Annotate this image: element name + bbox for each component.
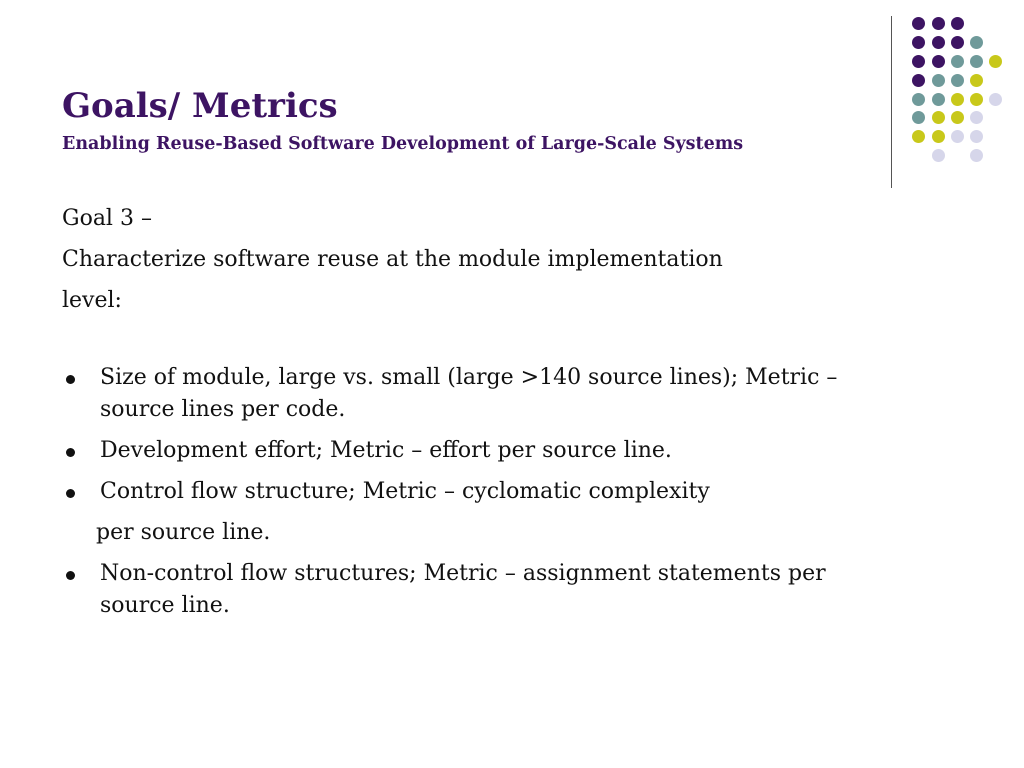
decorative-dot-icon <box>912 93 925 106</box>
decorative-dot-icon <box>970 74 983 87</box>
bullet-text: per source line. <box>96 520 271 545</box>
bullet-item-development-effort <box>62 435 862 467</box>
bullet-marker-icon <box>66 375 75 384</box>
decorative-dot-icon <box>951 130 964 143</box>
goal-description-line-1: Characterize software reuse at the module implementation <box>62 247 723 272</box>
decorative-dot-icon <box>989 55 1002 68</box>
decorative-dot-icon <box>989 93 1002 106</box>
bullet-item-non-control-flow <box>62 558 862 622</box>
decorative-dot-icon <box>912 55 925 68</box>
decorative-dot-icon <box>912 130 925 143</box>
slide-title: Goals/ Metrics <box>62 86 338 126</box>
decorative-dot-icon <box>951 111 964 124</box>
bullet-continuation <box>62 517 862 549</box>
decorative-dot-icon <box>932 130 945 143</box>
bullet-text: Development effort; Metric – effort per source line. <box>100 438 672 463</box>
bullet-text: Size of module, large vs. small (large >140 source lines); Metric – source lines per code. <box>100 365 838 422</box>
bullet-marker-icon <box>66 448 75 457</box>
decorative-dot-icon <box>970 149 983 162</box>
decorative-dot-icon <box>951 17 964 30</box>
slide-body <box>62 198 862 631</box>
decorative-dot-icon <box>932 17 945 30</box>
decorative-dot-icon <box>912 36 925 49</box>
decorative-dot-icon <box>932 149 945 162</box>
decorative-dot-icon <box>951 74 964 87</box>
decorative-dot-icon <box>932 111 945 124</box>
decorative-dot-icon <box>912 17 925 30</box>
decorative-dot-icon <box>932 93 945 106</box>
decorative-dot-icon <box>912 111 925 124</box>
decorative-dot-icon <box>912 74 925 87</box>
bullet-marker-icon <box>66 571 75 580</box>
decorative-dot-icon <box>951 36 964 49</box>
decorative-dot-icon <box>932 36 945 49</box>
decorative-dot-icon <box>932 74 945 87</box>
decorative-dot-icon <box>932 55 945 68</box>
goal-description-line-2: level: <box>62 288 122 313</box>
goal-heading: Goal 3 – <box>62 206 152 231</box>
decorative-dot-icon <box>970 36 983 49</box>
decorative-dot-icon <box>970 111 983 124</box>
bullet-text: Control flow structure; Metric – cyclomatic complexity <box>100 479 710 504</box>
decorative-dot-icon <box>970 93 983 106</box>
bullet-item-module-size <box>62 362 862 426</box>
decorative-dot-icon <box>970 130 983 143</box>
bullet-marker-icon <box>66 489 75 498</box>
bullet-list <box>62 362 862 622</box>
spacer <box>62 321 862 362</box>
decorative-dot-icon <box>951 55 964 68</box>
decorative-dot-icon <box>951 93 964 106</box>
decorative-dot-icon <box>970 55 983 68</box>
vertical-divider <box>891 16 892 188</box>
bullet-item-control-flow <box>62 476 862 508</box>
slide-subtitle: Enabling Reuse-Based Software Development of Large-Scale Systems <box>62 134 744 154</box>
bullet-text: Non-control flow structures; Metric – assignment statements per source line. <box>100 561 826 618</box>
